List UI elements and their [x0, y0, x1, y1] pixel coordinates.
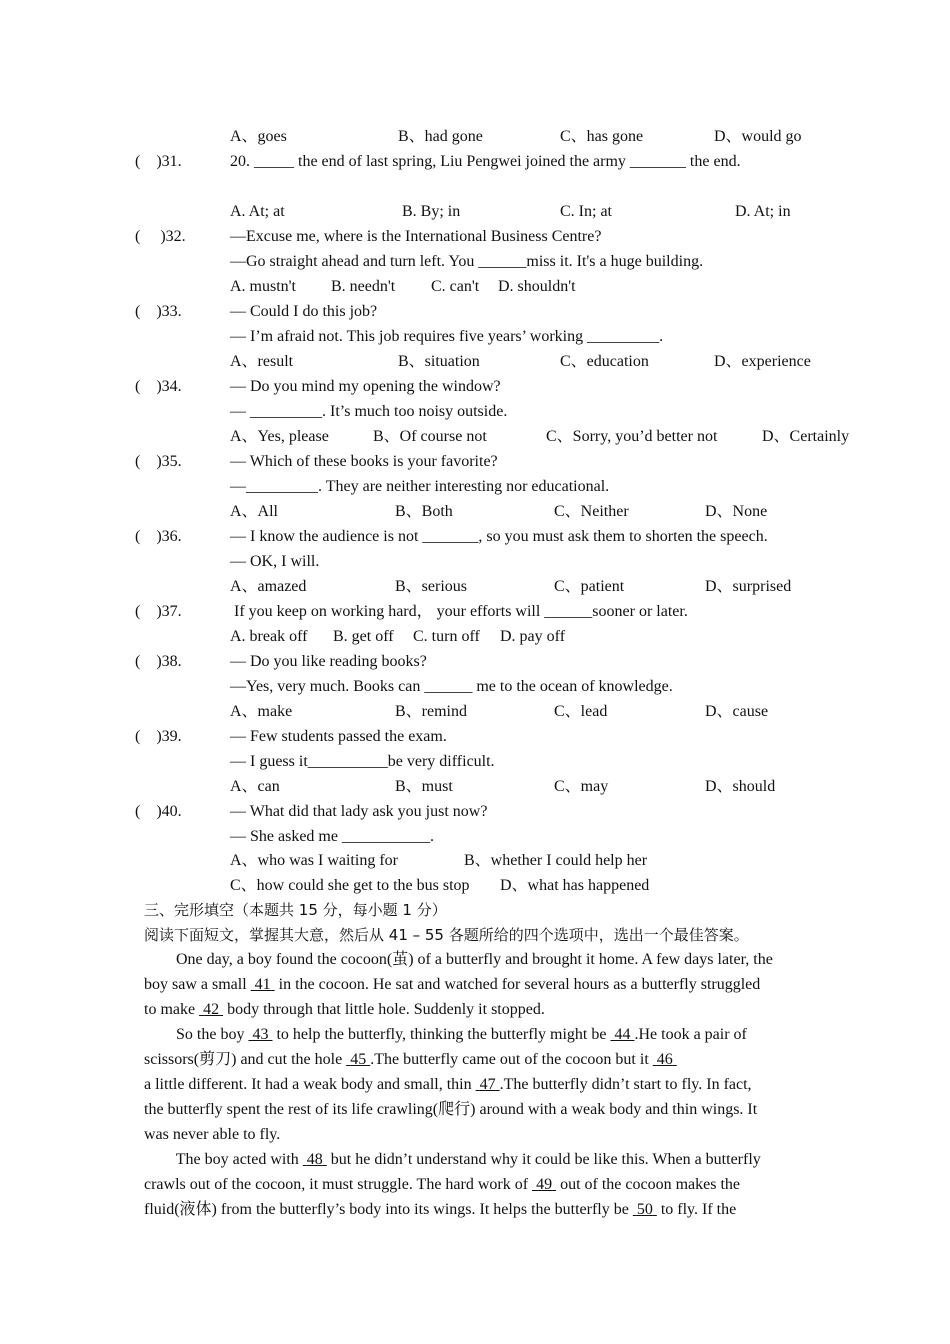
- option-b: B、remind: [395, 703, 467, 720]
- question-stem: — She asked me ___________.: [230, 828, 434, 845]
- option-d: D. At; in: [735, 203, 791, 220]
- passage-line: One day, a boy found the cocoon(茧) of a butterfly and brought it home. A few days later, the: [144, 951, 773, 968]
- question-stem: — _________. It’s much too noisy outside.: [230, 403, 508, 420]
- option-d: D、None: [705, 503, 768, 520]
- passage-line: boy saw a small 41 in the cocoon. He sat and watched for several hours as a butterfly struggled: [144, 976, 761, 993]
- option-c: C、education: [560, 353, 649, 370]
- option-c: C、patient: [554, 578, 625, 595]
- question-stem: — Could I do this job?: [230, 303, 378, 320]
- question-stem: 20. _____ the end of last spring, Liu Pengwei joined the army _______ the end.: [230, 153, 741, 170]
- option-d: D、what has happened: [500, 877, 650, 894]
- question-number: ( )38.: [135, 653, 182, 670]
- question-number: ( )34.: [135, 378, 182, 395]
- option-d: D、Certainly: [762, 428, 850, 445]
- blank-50[interactable]: 50: [636, 1201, 653, 1218]
- q30-option-b: B、had gone: [398, 128, 483, 145]
- option-a: A. At; at: [230, 203, 285, 220]
- question-stem: —Go straight ahead and turn left. You ______miss it. It's a huge building.: [230, 253, 704, 270]
- section-instruction: 阅读下面短文，掌握其大意，然后从 41 – 55 各题所给的四个选项中，选出一个最佳答案。: [144, 926, 749, 944]
- section-title: 三、完形填空（本题共 15 分，每小题 1 分）: [144, 901, 447, 919]
- option-a: A、who was I waiting for: [230, 852, 398, 869]
- question-stem: — Which of these books is your favorite?: [230, 453, 498, 470]
- passage-line: So the boy 43 to help the butterfly, thinking the butterfly might be 44 .He took a pair of: [144, 1026, 747, 1043]
- option-c: C. can't: [431, 278, 480, 295]
- option-b: B、Of course not: [373, 428, 487, 445]
- option-d: D、experience: [714, 353, 811, 370]
- passage-line: to make 42 body through that little hole. Suddenly it stopped.: [144, 1001, 545, 1018]
- option-d: D、cause: [705, 703, 769, 720]
- option-a: A、can: [230, 778, 280, 795]
- question-number: ( )39.: [135, 728, 182, 745]
- question-number: ( )37.: [135, 603, 182, 620]
- question-stem: — Do you like reading books?: [230, 653, 427, 670]
- blank-47[interactable]: 47: [479, 1076, 496, 1093]
- question-stem: — I know the audience is not _______, so you must ask them to shorten the speech.: [230, 528, 768, 545]
- question-number: ( )32.: [135, 228, 186, 245]
- option-a: A、amazed: [230, 578, 307, 595]
- option-d: D、should: [705, 778, 776, 795]
- passage-line: The boy acted with 48 but he didn’t understand why it could be like this. When a butterfly: [144, 1151, 761, 1168]
- q30-option-c: C、has gone: [560, 128, 644, 145]
- q30-option-d: D、would go: [714, 128, 802, 145]
- blank-42[interactable]: 42: [203, 1001, 220, 1018]
- option-c: C、how could she get to the bus stop: [230, 877, 470, 894]
- question-stem: — I’m afraid not. This job requires five years’ working _________.: [230, 328, 664, 345]
- option-b: B、serious: [395, 578, 468, 595]
- option-b: B、must: [395, 778, 453, 795]
- option-b: B. By; in: [402, 203, 461, 220]
- option-d: D、surprised: [705, 578, 792, 595]
- option-c: C、Sorry, you’d better not: [546, 428, 718, 445]
- option-c: C、Neither: [554, 503, 629, 520]
- question-stem: —Yes, very much. Books can ______ me to the ocean of knowledge.: [230, 678, 673, 695]
- option-c: C. turn off: [413, 628, 480, 645]
- blank-46[interactable]: 46: [656, 1051, 673, 1068]
- option-c: C. In; at: [560, 203, 612, 220]
- option-a: A、All: [230, 503, 279, 520]
- blank-44[interactable]: 44: [614, 1026, 631, 1043]
- option-a: A、Yes, please: [230, 428, 329, 445]
- option-a: A、make: [230, 703, 293, 720]
- option-a: A. break off: [230, 628, 308, 645]
- passage-line: crawls out of the cocoon, it must struggle. The hard work of 49 out of the cocoon makes the: [144, 1176, 741, 1193]
- passage-line: fluid(液体) from the butterfly’s body into its wings. It helps the butterfly be 50 to fly. If the: [144, 1201, 737, 1218]
- option-a: A. mustn't: [230, 278, 296, 295]
- question-stem: —_________. They are neither interesting nor educational.: [230, 478, 610, 495]
- option-a: A、result: [230, 353, 294, 370]
- option-b: B. get off: [333, 628, 394, 645]
- question-stem: — I guess it__________be very difficult.: [230, 753, 495, 770]
- question-stem: — Do you mind my opening the window?: [230, 378, 501, 395]
- option-d: D. shouldn't: [498, 278, 576, 295]
- question-stem: — OK, I will.: [230, 553, 320, 570]
- option-c: C、lead: [554, 703, 608, 720]
- blank-48[interactable]: 48: [306, 1151, 323, 1168]
- blank-43[interactable]: 43: [252, 1026, 269, 1043]
- passage-line: the butterfly spent the rest of its life crawling(爬行) around with a weak body and thin wings. It: [144, 1101, 758, 1118]
- option-b: B. needn't: [331, 278, 396, 295]
- option-b: B、whether I could help her: [464, 852, 648, 869]
- question-stem: — What did that lady ask you just now?: [230, 803, 488, 820]
- passage-line: was never able to fly.: [144, 1126, 281, 1143]
- question-stem: — Few students passed the exam.: [230, 728, 447, 745]
- blank-45[interactable]: 45: [350, 1051, 367, 1068]
- passage-line: scissors(剪刀) and cut the hole 45 .The butterfly came out of the cocoon but it 46: [144, 1050, 677, 1070]
- blank-49[interactable]: 49: [536, 1176, 553, 1193]
- question-number: ( )33.: [135, 303, 182, 320]
- question-stem: If you keep on working hard， your efforts will ______sooner or later.: [230, 603, 688, 620]
- option-c: C、may: [554, 778, 609, 795]
- option-d: D. pay off: [500, 628, 566, 645]
- q30-option-a: A、goes: [230, 128, 287, 145]
- option-b: B、Both: [395, 503, 453, 520]
- question-stem: —Excuse me, where is the International Business Centre?: [230, 228, 602, 245]
- question-number: ( )36.: [135, 528, 182, 545]
- question-number: ( )35.: [135, 453, 182, 470]
- option-b: B、situation: [398, 353, 480, 370]
- blank-41[interactable]: 41: [254, 976, 271, 993]
- question-number: ( )40.: [135, 803, 182, 820]
- passage-line: a little different. It had a weak body and small, thin 47 .The butterfly didn’t start to fly. In fact,: [144, 1076, 752, 1093]
- question-number: ( )31.: [135, 153, 182, 170]
